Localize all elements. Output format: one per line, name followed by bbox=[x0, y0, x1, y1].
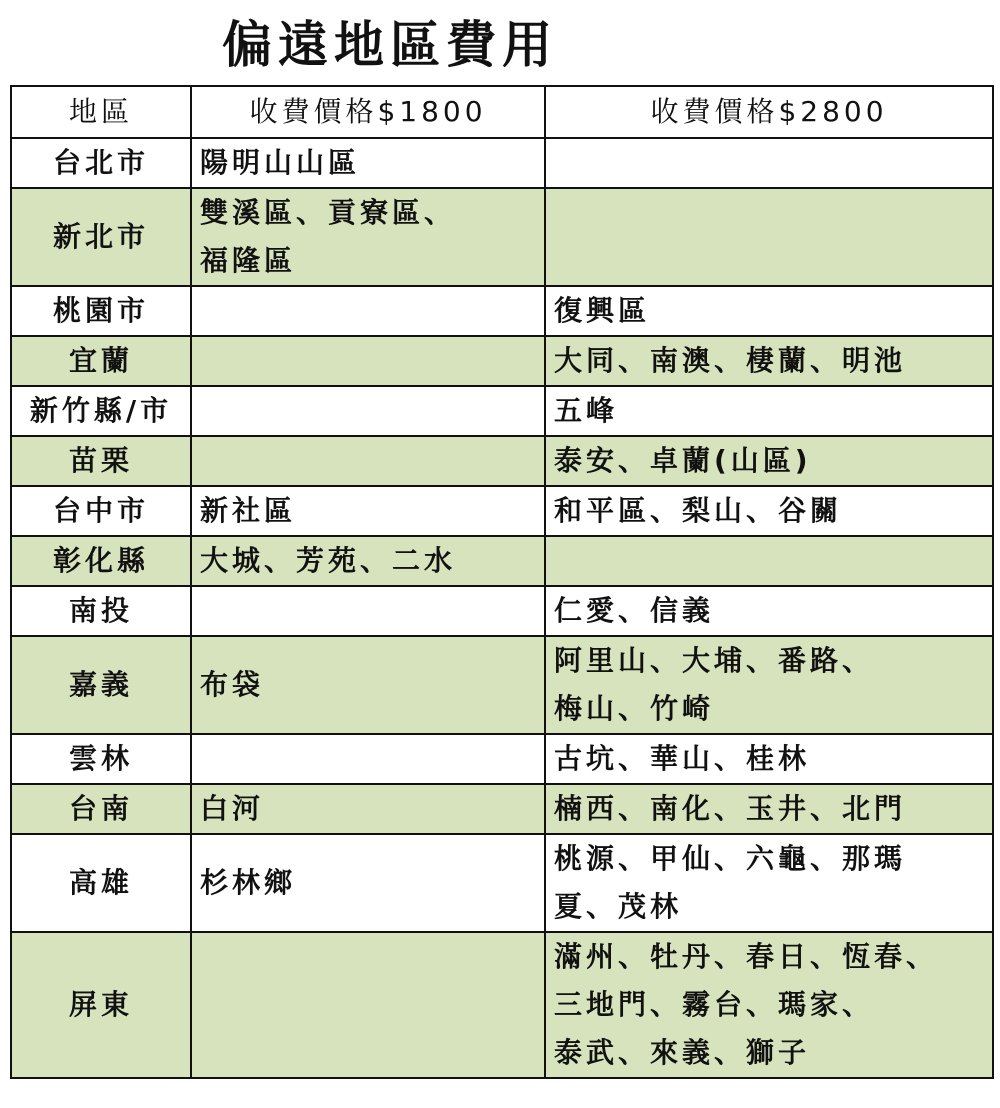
table-row bbox=[11, 138, 993, 188]
region-cell: 台北市 bbox=[11, 138, 191, 188]
price-1800-cell bbox=[191, 386, 545, 436]
price-1800-cell: 杉林鄉 bbox=[191, 834, 545, 932]
price-2800-cell: 和平區、梨山、谷關 bbox=[545, 486, 993, 536]
price-1800-cell bbox=[191, 336, 545, 386]
price-2800-cell: 大同、南澳、棲蘭、明池 bbox=[545, 336, 993, 386]
price-2800-cell: 泰安、卓蘭(山區) bbox=[545, 436, 993, 486]
region-cell: 台南 bbox=[11, 784, 191, 834]
table-row bbox=[11, 536, 993, 586]
price-2800-cell bbox=[545, 138, 993, 188]
header-price-2800: 收費價格$2800 bbox=[545, 86, 993, 138]
region-cell: 新竹縣/市 bbox=[11, 386, 191, 436]
price-2800-cell: 復興區 bbox=[545, 286, 993, 336]
table-row bbox=[11, 784, 993, 834]
region-cell: 新北市 bbox=[11, 188, 191, 286]
price-2800-cell: 滿州、牡丹、春日、恆春、 三地門、霧台、瑪家、 泰武、來義、獅子 bbox=[545, 932, 993, 1078]
table-row bbox=[11, 586, 993, 636]
region-cell: 彰化縣 bbox=[11, 536, 191, 586]
price-1800-cell bbox=[191, 436, 545, 486]
price-2800-cell: 古坑、華山、桂林 bbox=[545, 734, 993, 784]
table-row bbox=[11, 486, 993, 536]
price-1800-cell: 白河 bbox=[191, 784, 545, 834]
fee-table bbox=[10, 85, 994, 1079]
region-cell: 南投 bbox=[11, 586, 191, 636]
price-2800-cell bbox=[545, 188, 993, 286]
table-row bbox=[11, 734, 993, 784]
page-title: 偏遠地區費用 bbox=[222, 16, 558, 74]
table-row bbox=[11, 336, 993, 386]
region-cell: 屏東 bbox=[11, 932, 191, 1078]
price-2800-cell: 阿里山、大埔、番路、 梅山、竹崎 bbox=[545, 636, 993, 734]
table-row bbox=[11, 436, 993, 486]
price-1800-cell bbox=[191, 286, 545, 336]
price-1800-cell bbox=[191, 734, 545, 784]
region-cell: 雲林 bbox=[11, 734, 191, 784]
region-cell: 台中市 bbox=[11, 486, 191, 536]
table-row bbox=[11, 286, 993, 336]
price-2800-cell: 五峰 bbox=[545, 386, 993, 436]
table-row bbox=[11, 932, 993, 1078]
price-1800-cell bbox=[191, 586, 545, 636]
region-cell: 高雄 bbox=[11, 834, 191, 932]
header-region: 地區 bbox=[11, 86, 191, 138]
price-1800-cell: 布袋 bbox=[191, 636, 545, 734]
table-row bbox=[11, 188, 993, 286]
price-2800-cell: 桃源、甲仙、六龜、那瑪 夏、茂林 bbox=[545, 834, 993, 932]
table-row bbox=[11, 636, 993, 734]
table-row bbox=[11, 386, 993, 436]
price-2800-cell: 仁愛、信義 bbox=[545, 586, 993, 636]
table-header-row bbox=[11, 86, 993, 138]
price-1800-cell: 新社區 bbox=[191, 486, 545, 536]
price-1800-cell bbox=[191, 932, 545, 1078]
header-price-1800: 收費價格$1800 bbox=[191, 86, 545, 138]
region-cell: 宜蘭 bbox=[11, 336, 191, 386]
region-cell: 苗栗 bbox=[11, 436, 191, 486]
price-1800-cell: 大城、芳苑、二水 bbox=[191, 536, 545, 586]
table-row bbox=[11, 834, 993, 932]
price-1800-cell: 雙溪區、貢寮區、 福隆區 bbox=[191, 188, 545, 286]
price-2800-cell bbox=[545, 536, 993, 586]
region-cell: 桃園市 bbox=[11, 286, 191, 336]
region-cell: 嘉義 bbox=[11, 636, 191, 734]
price-1800-cell: 陽明山山區 bbox=[191, 138, 545, 188]
price-2800-cell: 楠西、南化、玉井、北門 bbox=[545, 784, 993, 834]
